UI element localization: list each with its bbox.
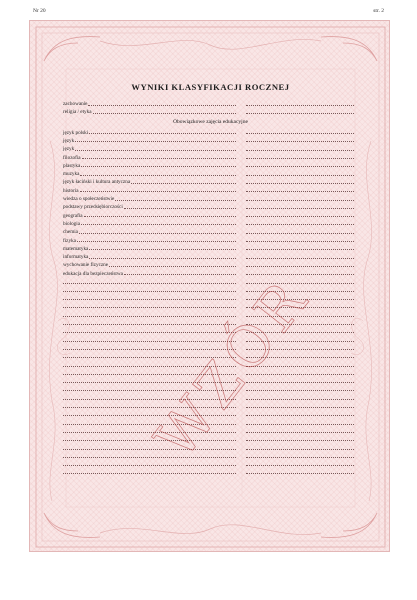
row-label: geografia [63, 212, 83, 219]
dotted-line [63, 316, 236, 317]
dotted-line [63, 449, 236, 450]
dotted-line [246, 274, 354, 275]
blank-row [63, 451, 236, 459]
grade-value-line [246, 194, 354, 202]
dotted-line [246, 465, 354, 466]
grade-value-line [246, 468, 354, 476]
dotted-line [246, 399, 354, 400]
row-label: religia / etyka [63, 109, 92, 116]
page-number-right: str. 2 [373, 8, 384, 14]
dotted-line [246, 200, 354, 201]
row-label: język [63, 146, 75, 153]
subject-row [63, 219, 236, 227]
dotted-line [115, 200, 236, 201]
blank-row [63, 393, 236, 401]
blank-row [63, 443, 236, 451]
grade-value-line [246, 327, 354, 335]
dotted-line [63, 424, 236, 425]
dotted-line [84, 216, 236, 217]
dotted-line [246, 283, 354, 284]
grade-value-line [246, 107, 354, 115]
dotted-line [246, 208, 354, 209]
dotted-line [246, 258, 354, 259]
dotted-line [89, 249, 236, 250]
grade-value-line [246, 244, 354, 252]
blank-row [63, 310, 236, 318]
dotted-line [246, 166, 354, 167]
page-number-left: Nr 20 [33, 8, 46, 14]
dotted-line [246, 224, 354, 225]
subject-row [63, 177, 236, 185]
row-label: edukacja dla bezpieczeństwa [63, 270, 123, 277]
dotted-line [63, 307, 236, 308]
blank-row [63, 343, 236, 351]
dotted-line [246, 113, 354, 114]
dotted-line [246, 357, 354, 358]
dotted-line [81, 166, 236, 167]
grade-value-line [246, 426, 354, 434]
grade-value-line [246, 410, 354, 418]
blank-row [63, 285, 236, 293]
dotted-line [246, 407, 354, 408]
dotted-line [79, 233, 236, 234]
grade-value-line [246, 128, 354, 136]
dotted-line [246, 440, 354, 441]
subject-row [63, 236, 236, 244]
dotted-line [89, 258, 236, 259]
grade-value-line [246, 343, 354, 351]
dotted-line [246, 266, 354, 267]
dotted-line [80, 191, 236, 192]
row-label: język [63, 137, 75, 144]
subject-row [63, 260, 236, 268]
dotted-line [246, 424, 354, 425]
row-label: wiedza o społeczeństwie [63, 196, 115, 202]
subject-row [63, 144, 236, 152]
grade-value-line [246, 352, 354, 360]
document-title: WYNIKI KLASYFIKACJI ROCZNEJ [131, 82, 290, 92]
dotted-line [246, 133, 354, 134]
dotted-line [246, 175, 354, 176]
dotted-line [63, 432, 236, 433]
dotted-line [81, 224, 236, 225]
dotted-line [246, 374, 354, 375]
dotted-line [63, 382, 236, 383]
grade-value-line [246, 260, 354, 268]
dotted-line [82, 158, 236, 159]
subject-row [63, 169, 236, 177]
grade-value-line [246, 451, 354, 459]
grade-value-line [246, 368, 354, 376]
dotted-line [63, 332, 236, 333]
dotted-line [63, 357, 236, 358]
row-label: zachowanie [63, 101, 88, 107]
subject-row [63, 161, 236, 169]
grade-value-line [246, 202, 354, 210]
grade-value-line [246, 219, 354, 227]
dotted-line [63, 440, 236, 441]
dotted-line [63, 366, 236, 367]
dotted-line [63, 349, 236, 350]
grade-value-line [246, 161, 354, 169]
grade-value-line [246, 443, 354, 451]
row-label: matematyka [63, 245, 89, 252]
row-label: podstawy przedsiębiorczości [63, 204, 123, 211]
grade-value-line [246, 294, 354, 302]
row-label: chemia [63, 229, 78, 236]
dotted-line [246, 216, 354, 217]
dotted-line [63, 390, 236, 391]
dotted-line [63, 399, 236, 400]
grade-value-line [246, 385, 354, 393]
blank-row [63, 426, 236, 434]
watermark: WZÓR [143, 266, 323, 471]
grade-value-line [246, 435, 354, 443]
dotted-line [246, 432, 354, 433]
blank-row [63, 435, 236, 443]
dotted-line [246, 415, 354, 416]
dotted-line [124, 274, 236, 275]
blank-row [63, 402, 236, 410]
dotted-line [246, 233, 354, 234]
dotted-line [246, 249, 354, 250]
dotted-line [63, 324, 236, 325]
dotted-line [246, 382, 354, 383]
subject-row [63, 194, 236, 202]
row-label: język polski [63, 129, 89, 136]
subject-row [63, 244, 236, 252]
dotted-line [246, 183, 354, 184]
dotted-line [63, 465, 236, 466]
grade-value-line [246, 177, 354, 185]
row-label: wychowanie fizyczne [63, 262, 109, 269]
dotted-line [63, 283, 236, 284]
grade-row-2 [63, 107, 236, 115]
grade-value-line [246, 460, 354, 468]
subject-row [63, 252, 236, 260]
row-label: plastyka [63, 162, 81, 169]
blank-row [63, 385, 236, 393]
dotted-line [63, 457, 236, 458]
certificate-page [29, 20, 390, 552]
grade-value-line [246, 277, 354, 285]
blank-row [63, 327, 236, 335]
row-label: filozofia [63, 154, 81, 161]
dotted-line [77, 241, 236, 242]
dotted-line [246, 473, 354, 474]
blank-row [63, 294, 236, 302]
dotted-line [246, 105, 354, 106]
blank-row [63, 302, 236, 310]
dotted-line [75, 150, 236, 151]
subject-row [63, 136, 236, 144]
dotted-line [246, 150, 354, 151]
dotted-line [246, 366, 354, 367]
subject-row [63, 153, 236, 161]
grade-value-line [246, 186, 354, 194]
dotted-line [246, 324, 354, 325]
blank-row [63, 377, 236, 385]
blank-row [63, 460, 236, 468]
dotted-line [246, 291, 354, 292]
blank-row [63, 352, 236, 360]
grade-value-line [246, 418, 354, 426]
row-label: biologia [63, 220, 81, 227]
dotted-line [246, 307, 354, 308]
grade-value-line [246, 211, 354, 219]
blank-row [63, 335, 236, 343]
grade-value-line [246, 144, 354, 152]
dotted-line [63, 415, 236, 416]
grade-value-line [246, 360, 354, 368]
grade-value-line [246, 335, 354, 343]
dotted-line [63, 374, 236, 375]
grade-row-1 [63, 99, 236, 107]
dotted-line [93, 113, 236, 114]
subject-row [63, 128, 236, 136]
grade-value-line [246, 227, 354, 235]
dotted-line [131, 183, 236, 184]
blank-row [63, 468, 236, 476]
grade-value-line [246, 269, 354, 277]
dotted-line [246, 390, 354, 391]
dotted-line [246, 299, 354, 300]
grade-value-line [246, 285, 354, 293]
dotted-line [63, 291, 236, 292]
grade-value-line [246, 236, 354, 244]
row-label: muzyka [63, 171, 80, 178]
subject-row [63, 202, 236, 210]
dotted-line [88, 105, 236, 106]
row-label: informatyka [63, 254, 89, 261]
grade-value-line [246, 302, 354, 310]
dotted-line [63, 407, 236, 408]
dotted-line [246, 332, 354, 333]
subject-row [63, 269, 236, 277]
dotted-line [246, 449, 354, 450]
grade-value-line [246, 252, 354, 260]
subject-row [63, 186, 236, 194]
dotted-line [63, 299, 236, 300]
blank-row [63, 277, 236, 285]
grade-value-line [246, 402, 354, 410]
grade-value-line [246, 99, 354, 107]
blank-row [63, 418, 236, 426]
blank-row [63, 319, 236, 327]
dotted-line [246, 349, 354, 350]
dotted-line [63, 341, 236, 342]
grade-value-line [246, 153, 354, 161]
dotted-line [246, 141, 354, 142]
blank-row [63, 360, 236, 368]
subject-row [63, 211, 236, 219]
dotted-line [63, 473, 236, 474]
dotted-line [109, 266, 236, 267]
grade-value-line [246, 377, 354, 385]
grade-value-line [246, 393, 354, 401]
grade-value-line [246, 136, 354, 144]
blank-row [63, 410, 236, 418]
row-label: język łaciński i kultura antyczna [63, 179, 131, 186]
dotted-line [246, 158, 354, 159]
dotted-line [246, 191, 354, 192]
grade-value-line [246, 169, 354, 177]
subject-row [63, 227, 236, 235]
row-label: historia [63, 187, 79, 194]
dotted-line [124, 208, 236, 209]
row-label: fizyka [63, 237, 76, 244]
grade-value-line [246, 310, 354, 318]
dotted-line [246, 341, 354, 342]
dotted-line [246, 457, 354, 458]
blank-row [63, 368, 236, 376]
dotted-line [246, 316, 354, 317]
dotted-line [246, 241, 354, 242]
dotted-line [89, 133, 236, 134]
dotted-line [75, 141, 236, 142]
section-subheading: Obowiązkowe zajęcia edukacyjne [173, 118, 248, 125]
grade-value-line [246, 319, 354, 327]
dotted-line [80, 175, 236, 176]
